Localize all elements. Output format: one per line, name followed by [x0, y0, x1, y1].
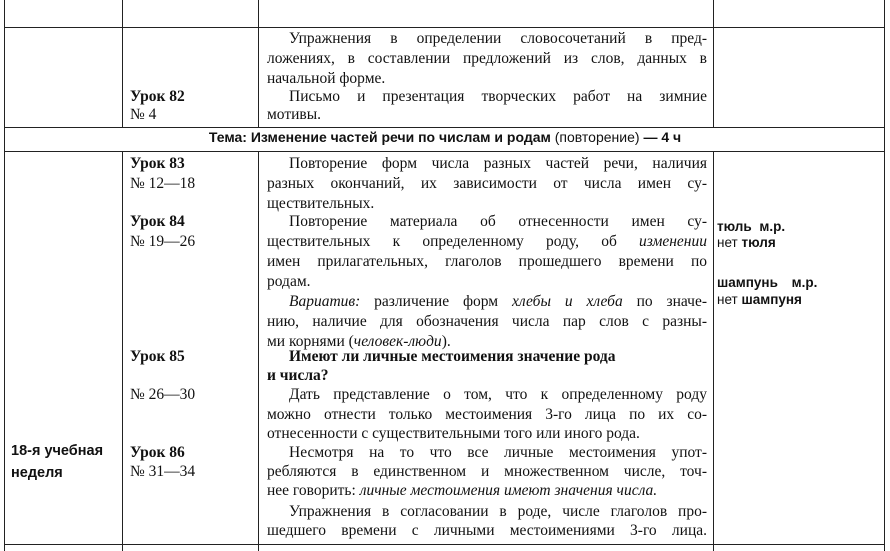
- content-text: по значе-: [622, 293, 707, 310]
- col-border-right: [884, 0, 885, 551]
- side-note-tul-gen: [717, 233, 776, 253]
- lesson-84-title: Урок 84: [130, 213, 185, 230]
- topic-label: Тема: Изменение частей речи по числам и родам: [208, 129, 551, 145]
- content-line: Упражнения в согласовании в роде, числе глаголов про-: [289, 503, 707, 520]
- content-line: Дать представление о том, что к определенному роду: [289, 386, 707, 403]
- content-text: ).: [441, 333, 451, 350]
- content-text: ществительных к определенному роду, об: [267, 233, 640, 250]
- content-line: Повторение форм числа разных частей речи, наличия: [289, 155, 707, 172]
- content-line: имен прилагательных, глаголов прошедшего времени по: [267, 253, 707, 270]
- content-line: мотивы.: [267, 106, 322, 123]
- content-italic: изменении: [639, 233, 707, 250]
- content-italic: хлебы и хлеба: [511, 293, 623, 310]
- col-border-content-lower: [713, 151, 714, 551]
- lesson-83-title: Урок 83: [130, 155, 185, 172]
- side-note-shampoo: шампунь м.р.: [717, 275, 818, 290]
- content-line: разных окончаний, их зависимости от числа имен су-: [267, 175, 707, 192]
- lesson-85-exercises: № 26—30: [130, 386, 196, 403]
- content-line: можно отнести только местоимения 3-го лица по их со-: [267, 406, 707, 423]
- content-line: ребляются в единственном и множественном числе, точ-: [267, 463, 707, 480]
- content-line: шедшего времени с личными местоимениями 3-го лица.: [267, 522, 707, 539]
- lesson-83-exercises: № 12—18: [130, 175, 196, 192]
- lesson-84-exercises: № 19—26: [130, 233, 196, 250]
- topic-heading: [0, 127, 890, 147]
- col-border-lesson-lower: [258, 151, 259, 551]
- side-note-tul: тюль м.р.: [717, 219, 786, 234]
- col-border-content: [713, 0, 714, 127]
- content-line: [289, 292, 707, 312]
- content-line: начальной форме.: [267, 70, 386, 87]
- content-line: [267, 232, 707, 252]
- lesson-85-title: Урок 85: [130, 348, 185, 365]
- content-line: Несмотря на то что все личные местоимения упот-: [289, 444, 707, 461]
- col-border-week-lower: [122, 151, 123, 551]
- week-line-2: неделя: [11, 465, 63, 481]
- content-line: Повторение материала об отнесенности имен су-: [289, 213, 707, 230]
- content-text: ми корнями (: [267, 333, 354, 350]
- side-note-shampoo-gen: [717, 290, 802, 310]
- content-line: Письмо и презентация творческих работ на зимние: [289, 88, 707, 105]
- content-line: ложениях, в составлении предложений из слов, данных в: [267, 50, 707, 67]
- lesson-86-title: Урок 86: [130, 444, 185, 461]
- content-text: нее говорить:: [267, 482, 360, 499]
- row-border-bottom: [4, 544, 885, 545]
- row-border-1: [4, 27, 885, 28]
- side-text: нет: [717, 292, 742, 307]
- content-line: ществительных.: [267, 195, 375, 212]
- content-text: различение форм: [360, 293, 512, 310]
- week-label: [11, 440, 121, 484]
- content-italic: личные местоимения имеют значения числа.: [359, 482, 658, 499]
- content-line: отнесенности с существительными того или иного рода.: [267, 425, 640, 442]
- week-line-1: 18-я учебная: [11, 443, 104, 459]
- row-border-3: [4, 151, 885, 152]
- side-text-bold: тюля: [741, 235, 776, 250]
- lesson-82-title: Урок 82: [130, 88, 185, 105]
- content-line: Упражнения в определении словосочетаний в пред-: [289, 30, 707, 47]
- topic-note: (повторение): [554, 129, 640, 145]
- content-line: [267, 481, 657, 501]
- content-line: родам.: [267, 273, 311, 290]
- side-text-bold: шампуня: [741, 292, 802, 307]
- content-line: нию, наличие для обозначения числа пар слов с разны-: [267, 313, 707, 330]
- content-italic: Вариатив:: [289, 293, 361, 310]
- topic-hours: — 4 ч: [643, 129, 682, 145]
- content-italic: человек-люди: [353, 333, 442, 350]
- lesson-82-exercises: № 4: [130, 106, 157, 123]
- col-border-lesson: [258, 0, 259, 127]
- content-heading: и числа?: [267, 367, 329, 384]
- lesson-86-exercises: № 31—34: [130, 463, 196, 480]
- side-text: нет: [717, 235, 742, 250]
- col-border-week: [122, 0, 123, 127]
- col-border-left: [4, 0, 5, 551]
- content-heading: Имеют ли личные местоимения значение рода: [289, 348, 616, 365]
